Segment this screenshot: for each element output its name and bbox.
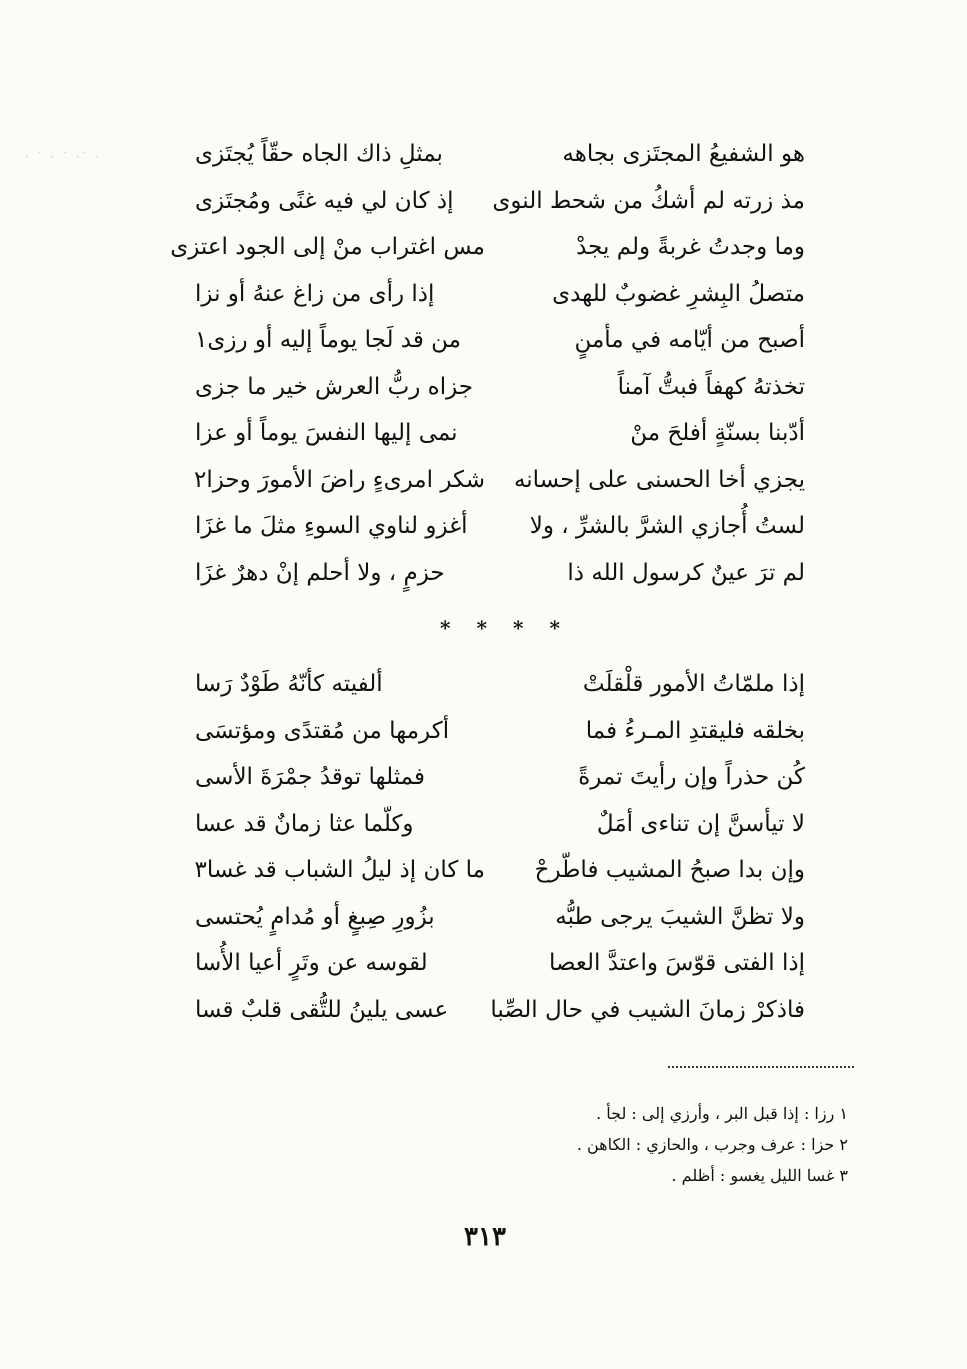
verse-line [195, 504, 805, 551]
verse-line [195, 941, 805, 988]
verse-line [195, 132, 805, 179]
second-hemistich: مس اغتراب منْ إلى الجود اعتزى [170, 234, 485, 261]
verse-line [170, 225, 805, 272]
second-hemistich: بمثلِ ذاك الجاه حقّاً يُجتَزى [195, 141, 443, 168]
second-hemistich: حزمٍ ، ولا أحلم إنْ دهرٌ غزَا [195, 559, 445, 586]
second-hemistich: إذ كان لي فيه غنًى ومُجتَزى [195, 187, 454, 214]
verse-line [195, 365, 805, 412]
footnote: ٣ غسا الليل يغسو : أظلم . [671, 1166, 848, 1185]
first-hemistich: لا تيأسنَّ إن تناءى أمَلٌ [596, 810, 805, 837]
footnote: ٢ حزا : عرف وجرب ، والحازي : الكاهن . [576, 1135, 848, 1154]
second-hemistich: نمى إليها النفسَ يوماً أو عزا [195, 420, 458, 447]
verse-line [195, 848, 805, 895]
verse-line [195, 179, 805, 226]
second-hemistich: شكر امرىءٍ راضَ الأمورَ وحزا٢ [193, 466, 485, 493]
verse-line [195, 755, 805, 802]
page-number: ٣١٣ [464, 1222, 506, 1252]
second-hemistich: بزُورِ صِبغٍ أو مُدامٍ يُحتسى [195, 903, 435, 930]
verse-line [195, 895, 805, 942]
verse-line [195, 318, 805, 365]
footnotes [470, 1098, 848, 1191]
verse-line [195, 551, 805, 598]
verse-line [195, 411, 805, 458]
second-hemistich: أغزو لناوي السوءِ مثلَ ما غزَا [195, 513, 468, 540]
second-hemistich: ألفيته كأنّهُ طَوْدٌ رَسا [195, 671, 383, 698]
second-hemistich: فمثلها توقدُ جمْرَةَ الأسى [195, 764, 425, 791]
footnote-divider [668, 1066, 854, 1068]
first-hemistich: وما وجدتُ غربةً ولم يجدْ [576, 234, 805, 261]
first-hemistich: متصلُ البِشرِ غضوبٌ للهدى [552, 280, 805, 307]
second-hemistich: إذا رأى من زاغ عنهُ أو نزا [195, 280, 435, 307]
first-hemistich: تخذتهُ كهفاً فبتُّ آمناً [617, 373, 805, 400]
separator-star: * [440, 616, 451, 640]
second-hemistich: من قد لَجا يوماً إليه أو رزى١ [195, 327, 461, 354]
separator-star: * [513, 616, 524, 640]
first-hemistich: مذ زرته لم أشكُ من شحط النوى [492, 187, 805, 214]
second-hemistich: أكرمها من مُقتدًى ومؤتسَى [195, 717, 450, 744]
verse-line [195, 988, 805, 1035]
verse-line [195, 662, 805, 709]
first-hemistich: فاذكرْ زمانَ الشيب في حال الصِّبا [490, 996, 805, 1023]
second-hemistich: ما كان إذ ليلُ الشباب قد غسا٣ [194, 857, 485, 884]
first-hemistich: ولا تظنَّ الشيبَ يرجى طبُّه [555, 903, 805, 930]
first-hemistich: بخلقه فليقتدِ المـرءُ فما [585, 717, 805, 744]
second-hemistich: جزاه ربُّ العرش خير ما جزى [195, 373, 474, 400]
verse-line [195, 709, 805, 756]
verse-line [195, 272, 805, 319]
first-hemistich: إذا ملمّاتُ الأمور قلْقلَتْ [582, 671, 805, 698]
separator-star: * [549, 616, 560, 640]
first-hemistich: إذا الفتى قوّسَ واعتدَّ العصا [548, 950, 805, 977]
first-hemistich: كُن حذراً وإن رأيتَ تمرةً [578, 764, 805, 791]
first-hemistich: لم ترَ عينٌ كرسول الله ذا [567, 559, 805, 586]
poem-stanza-2 [195, 662, 805, 1034]
first-hemistich: أصبح من أيّامه في مأمنٍ [574, 327, 805, 354]
first-hemistich: لستُ أُجازي الشرَّ بالشرِّ ، ولا [529, 513, 805, 540]
paper-speckle: · ˙ · ˙ ·˙ · [25, 150, 102, 164]
first-hemistich: هو الشفيعُ المجتَزى بجاهه [562, 141, 805, 168]
second-hemistich: وكلّما عثا زمانٌ قد عسا [195, 810, 414, 837]
footnote: ١ رزا : إذا قبل البر ، وأرزي إلى : لجأ . [596, 1104, 848, 1123]
section-separator [440, 618, 560, 638]
verse-line [195, 458, 805, 505]
poem-stanza-1 [170, 132, 805, 597]
separator-star: * [476, 616, 487, 640]
first-hemistich: وإن بدا صبحُ المشيب فاطّرحْ [534, 857, 805, 884]
second-hemistich: عسى يلينُ للتُّقى قلبٌ قسا [195, 996, 449, 1023]
first-hemistich: أدّبنا بسنّةٍ أفلحَ منْ [630, 420, 805, 447]
first-hemistich: يجزي أخا الحسنى على إحسانه [513, 466, 805, 493]
second-hemistich: لقوسه عن وتَرٍ أعيا الأُسا [195, 950, 428, 977]
verse-line [195, 802, 805, 849]
